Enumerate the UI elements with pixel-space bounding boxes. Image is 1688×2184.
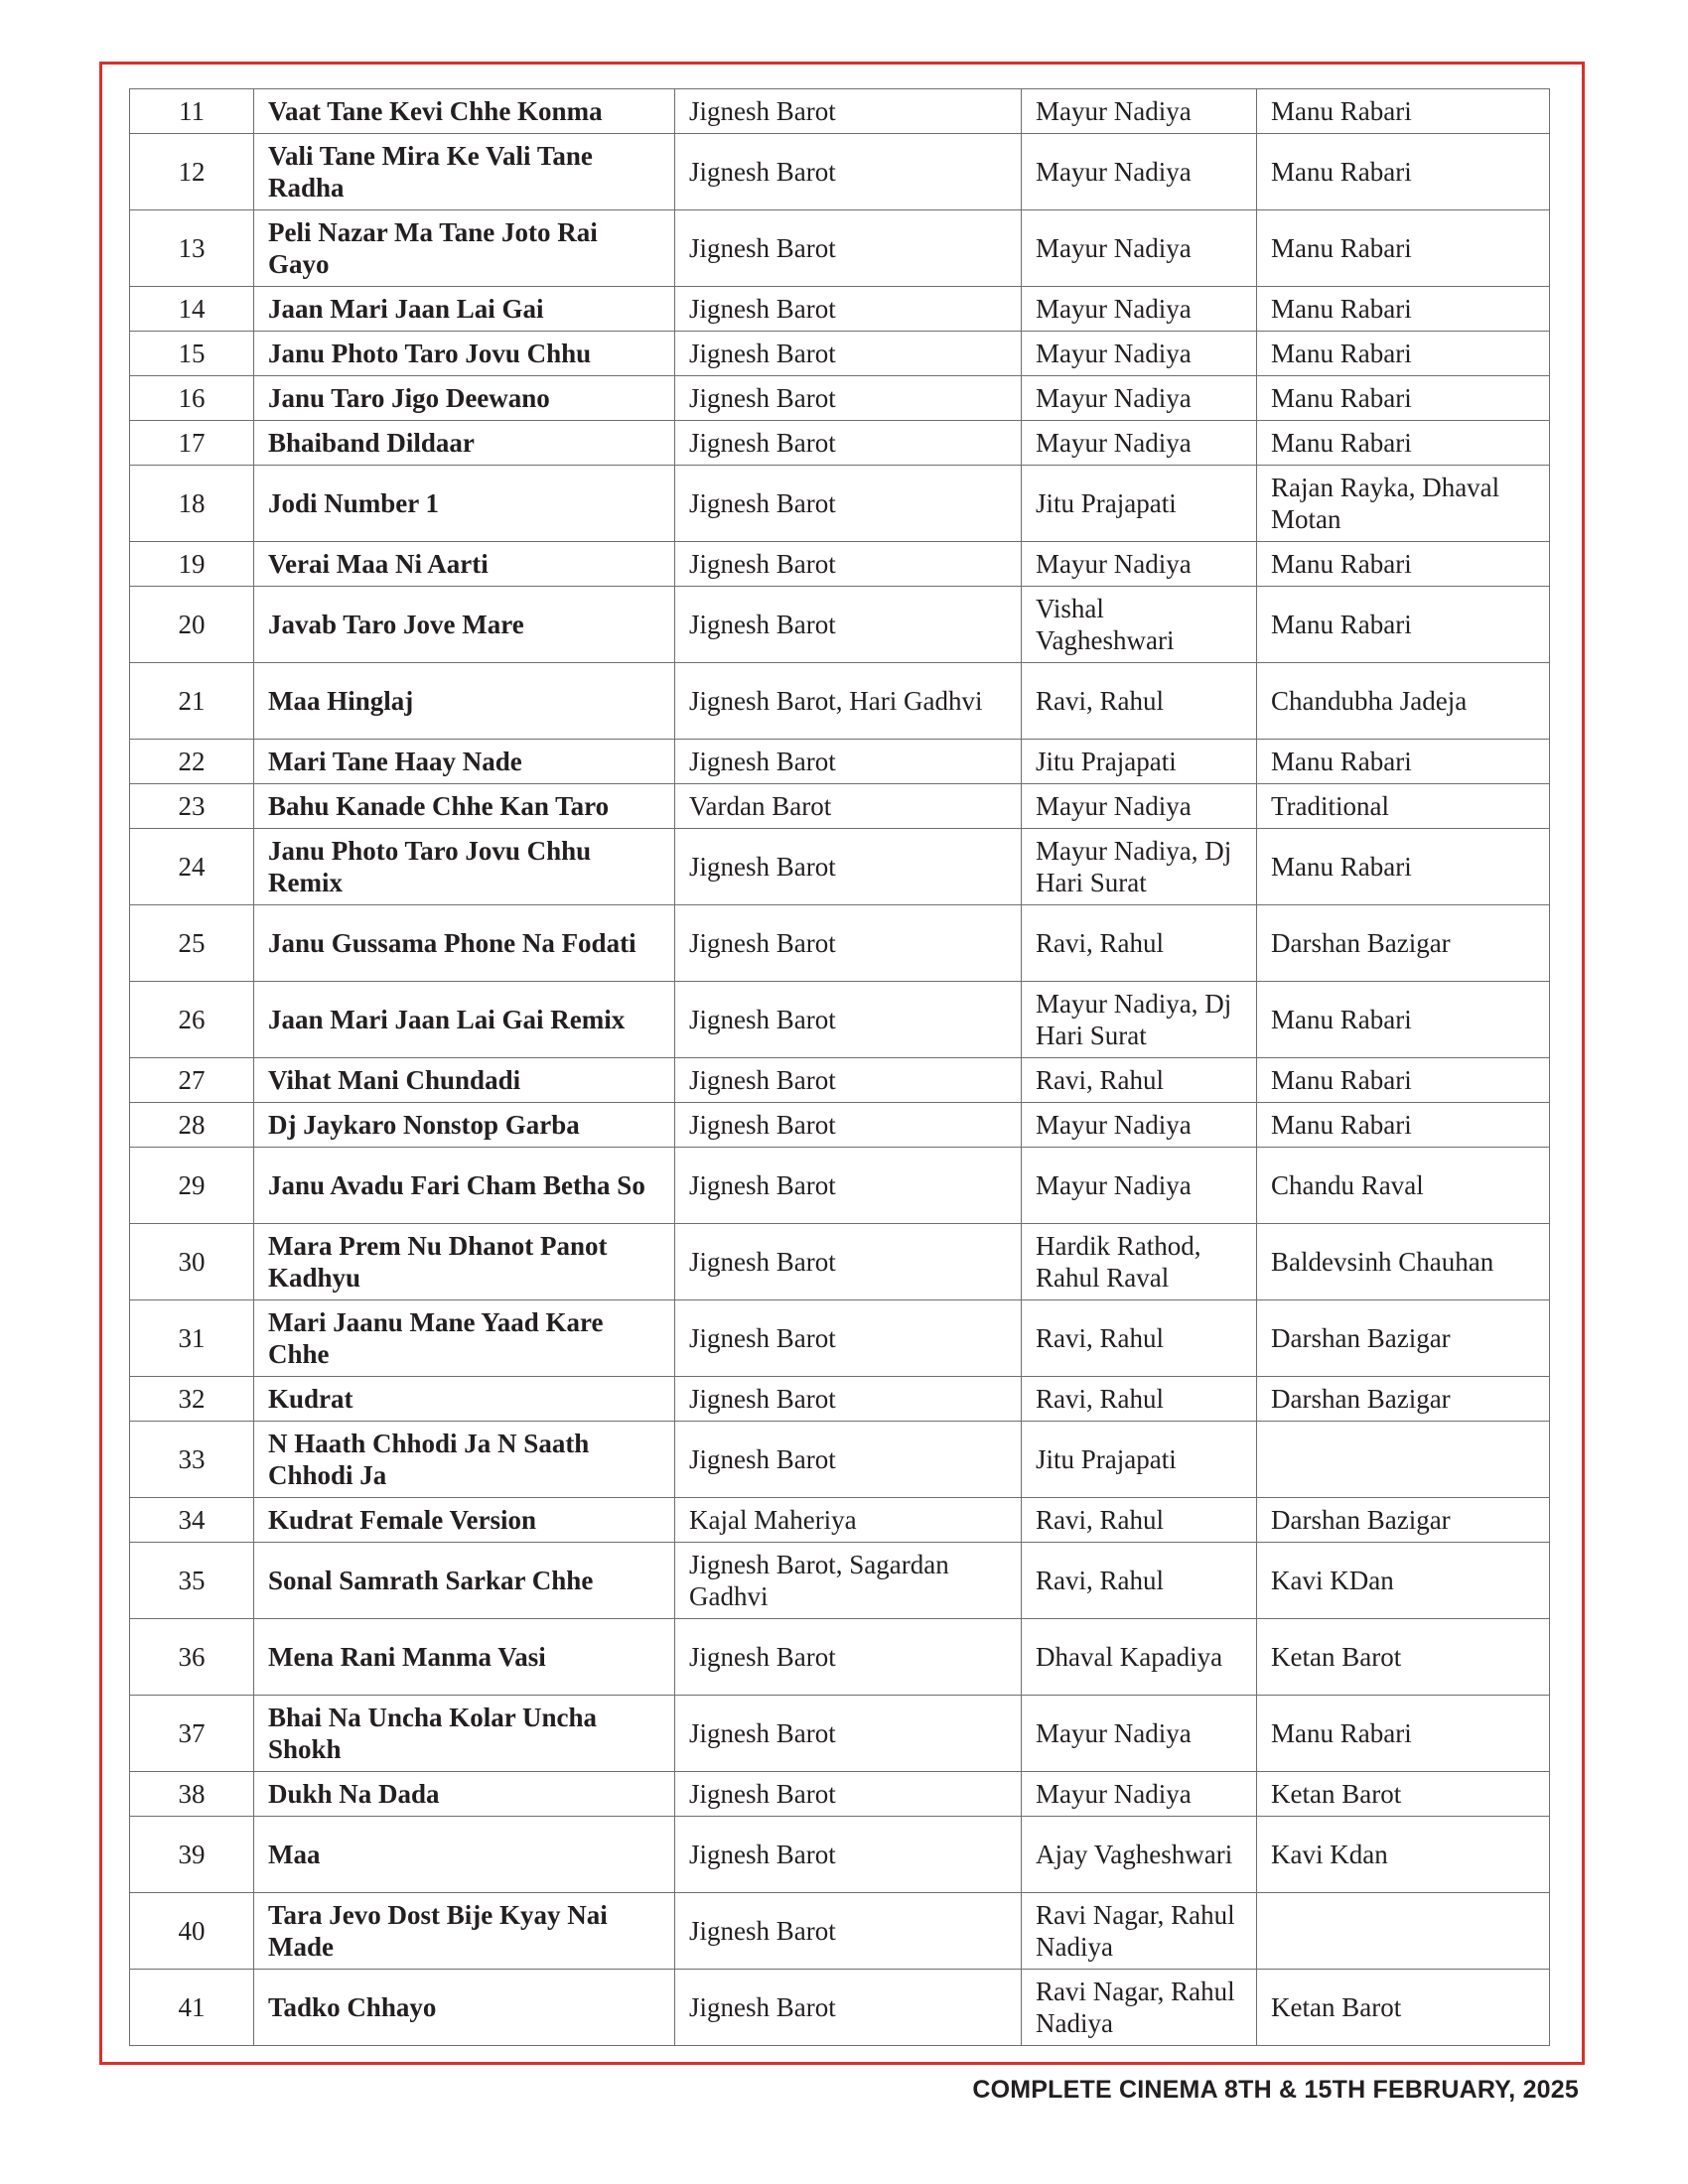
singer-name: Jignesh Barot: [675, 1300, 1022, 1377]
music-director: Mayur Nadiya: [1022, 210, 1257, 287]
lyricist-name: Darshan Bazigar: [1257, 1498, 1550, 1543]
song-title: Jaan Mari Jaan Lai Gai Remix: [254, 982, 675, 1058]
music-director: Ravi, Rahul: [1022, 1377, 1257, 1422]
lyricist-name: Manu Rabari: [1257, 829, 1550, 905]
music-director: Jitu Prajapati: [1022, 740, 1257, 784]
singer-name: Jignesh Barot: [675, 905, 1022, 982]
table-row: [130, 1148, 1550, 1224]
lyricist-name: Rajan Rayka, Dhaval Motan: [1257, 466, 1550, 542]
singer-name: Jignesh Barot: [675, 587, 1022, 663]
music-director: Mayur Nadiya: [1022, 89, 1257, 134]
lyricist-name: Manu Rabari: [1257, 1103, 1550, 1148]
table-row: [130, 663, 1550, 740]
row-number: 34: [130, 1498, 254, 1543]
music-director: Mayur Nadiya: [1022, 134, 1257, 210]
lyricist-name: [1257, 1893, 1550, 1970]
singer-name: Jignesh Barot, Sagardan Gadhvi: [675, 1543, 1022, 1619]
lyricist-name: Chandubha Jadeja: [1257, 663, 1550, 740]
singer-name: Jignesh Barot: [675, 466, 1022, 542]
singer-name: Jignesh Barot: [675, 1619, 1022, 1696]
song-title: Janu Gussama Phone Na Fodati: [254, 905, 675, 982]
row-number: 13: [130, 210, 254, 287]
song-title: Dj Jaykaro Nonstop Garba: [254, 1103, 675, 1148]
music-director: Mayur Nadiya: [1022, 332, 1257, 376]
singer-name: Jignesh Barot, Hari Gadhvi: [675, 663, 1022, 740]
row-number: 38: [130, 1772, 254, 1817]
row-number: 25: [130, 905, 254, 982]
lyricist-name: Darshan Bazigar: [1257, 905, 1550, 982]
lyricist-name: Baldevsinh Chauhan: [1257, 1224, 1550, 1300]
singer-name: Jignesh Barot: [675, 740, 1022, 784]
song-title: Mena Rani Manma Vasi: [254, 1619, 675, 1696]
music-director: Hardik Rathod, Rahul Raval: [1022, 1224, 1257, 1300]
table-row: [130, 1696, 1550, 1772]
row-number: 36: [130, 1619, 254, 1696]
song-title: Janu Photo Taro Jovu Chhu Remix: [254, 829, 675, 905]
singer-name: Jignesh Barot: [675, 332, 1022, 376]
table-row: [130, 1377, 1550, 1422]
song-table-body: [130, 89, 1550, 2046]
table-row: [130, 89, 1550, 134]
song-title: Tara Jevo Dost Bije Kyay Nai Made: [254, 1893, 675, 1970]
song-table: [129, 88, 1550, 2046]
music-director: Mayur Nadiya, Dj Hari Surat: [1022, 829, 1257, 905]
table-row: [130, 1300, 1550, 1377]
row-number: 14: [130, 287, 254, 332]
music-director: Vishal Vagheshwari: [1022, 587, 1257, 663]
music-director: Mayur Nadiya: [1022, 376, 1257, 421]
singer-name: Kajal Maheriya: [675, 1498, 1022, 1543]
lyricist-name: Manu Rabari: [1257, 421, 1550, 466]
table-row: [130, 287, 1550, 332]
lyricist-name: Manu Rabari: [1257, 542, 1550, 587]
music-director: Ravi, Rahul: [1022, 905, 1257, 982]
singer-name: Jignesh Barot: [675, 1224, 1022, 1300]
song-title: Janu Taro Jigo Deewano: [254, 376, 675, 421]
row-number: 16: [130, 376, 254, 421]
row-number: 23: [130, 784, 254, 829]
music-director: Ravi, Rahul: [1022, 1498, 1257, 1543]
song-title: Mari Tane Haay Nade: [254, 740, 675, 784]
music-director: Mayur Nadiya: [1022, 1772, 1257, 1817]
lyricist-name: Darshan Bazigar: [1257, 1300, 1550, 1377]
lyricist-name: Manu Rabari: [1257, 210, 1550, 287]
table-row: [130, 982, 1550, 1058]
song-title: Javab Taro Jove Mare: [254, 587, 675, 663]
row-number: 29: [130, 1148, 254, 1224]
lyricist-name: Manu Rabari: [1257, 332, 1550, 376]
table-row: [130, 332, 1550, 376]
lyricist-name: Kavi KDan: [1257, 1543, 1550, 1619]
song-title: Bhai Na Uncha Kolar Uncha Shokh: [254, 1696, 675, 1772]
table-row: [130, 1543, 1550, 1619]
music-director: Mayur Nadiya: [1022, 421, 1257, 466]
table-row: [130, 1772, 1550, 1817]
row-number: 31: [130, 1300, 254, 1377]
song-title: Jodi Number 1: [254, 466, 675, 542]
music-director: Jitu Prajapati: [1022, 1422, 1257, 1498]
lyricist-name: Manu Rabari: [1257, 740, 1550, 784]
row-number: 27: [130, 1058, 254, 1103]
table-row: [130, 740, 1550, 784]
row-number: 17: [130, 421, 254, 466]
table-row: [130, 466, 1550, 542]
lyricist-name: Kavi Kdan: [1257, 1817, 1550, 1893]
row-number: 24: [130, 829, 254, 905]
row-number: 37: [130, 1696, 254, 1772]
table-row: [130, 1422, 1550, 1498]
row-number: 30: [130, 1224, 254, 1300]
lyricist-name: Manu Rabari: [1257, 587, 1550, 663]
table-row: [130, 1058, 1550, 1103]
singer-name: Jignesh Barot: [675, 1772, 1022, 1817]
song-title: Kudrat Female Version: [254, 1498, 675, 1543]
lyricist-name: Manu Rabari: [1257, 287, 1550, 332]
lyricist-name: Ketan Barot: [1257, 1619, 1550, 1696]
song-title: Vihat Mani Chundadi: [254, 1058, 675, 1103]
singer-name: Jignesh Barot: [675, 1058, 1022, 1103]
music-director: Jitu Prajapati: [1022, 466, 1257, 542]
lyricist-name: Manu Rabari: [1257, 134, 1550, 210]
music-director: Mayur Nadiya, Dj Hari Surat: [1022, 982, 1257, 1058]
song-title: Vali Tane Mira Ke Vali Tane Radha: [254, 134, 675, 210]
lyricist-name: Darshan Bazigar: [1257, 1377, 1550, 1422]
table-row: [130, 1103, 1550, 1148]
row-number: 11: [130, 89, 254, 134]
singer-name: Jignesh Barot: [675, 1893, 1022, 1970]
song-title: Dukh Na Dada: [254, 1772, 675, 1817]
lyricist-name: Ketan Barot: [1257, 1970, 1550, 2046]
music-director: Mayur Nadiya: [1022, 542, 1257, 587]
table-row: [130, 1224, 1550, 1300]
song-title: Maa: [254, 1817, 675, 1893]
table-row: [130, 1970, 1550, 2046]
song-title: Bahu Kanade Chhe Kan Taro: [254, 784, 675, 829]
singer-name: Jignesh Barot: [675, 829, 1022, 905]
row-number: 12: [130, 134, 254, 210]
song-title: Janu Photo Taro Jovu Chhu: [254, 332, 675, 376]
song-title: N Haath Chhodi Ja N Saath Chhodi Ja: [254, 1422, 675, 1498]
lyricist-name: Manu Rabari: [1257, 89, 1550, 134]
singer-name: Jignesh Barot: [675, 134, 1022, 210]
singer-name: Jignesh Barot: [675, 1103, 1022, 1148]
singer-name: Jignesh Barot: [675, 1148, 1022, 1224]
music-director: Dhaval Kapadiya: [1022, 1619, 1257, 1696]
music-director: Ajay Vagheshwari: [1022, 1817, 1257, 1893]
song-title: Maa Hinglaj: [254, 663, 675, 740]
singer-name: Jignesh Barot: [675, 376, 1022, 421]
song-title: Janu Avadu Fari Cham Betha So: [254, 1148, 675, 1224]
row-number: 40: [130, 1893, 254, 1970]
table-row: [130, 587, 1550, 663]
singer-name: Jignesh Barot: [675, 1377, 1022, 1422]
row-number: 39: [130, 1817, 254, 1893]
song-title: Jaan Mari Jaan Lai Gai: [254, 287, 675, 332]
lyricist-name: Manu Rabari: [1257, 376, 1550, 421]
row-number: 32: [130, 1377, 254, 1422]
lyricist-name: Manu Rabari: [1257, 1058, 1550, 1103]
music-director: Ravi, Rahul: [1022, 1300, 1257, 1377]
singer-name: Vardan Barot: [675, 784, 1022, 829]
music-director: Ravi Nagar, Rahul Nadiya: [1022, 1970, 1257, 2046]
table-row: [130, 829, 1550, 905]
table-row: [130, 542, 1550, 587]
table-row: [130, 1817, 1550, 1893]
table-row: [130, 1619, 1550, 1696]
table-row: [130, 905, 1550, 982]
lyricist-name: Manu Rabari: [1257, 982, 1550, 1058]
row-number: 41: [130, 1970, 254, 2046]
row-number: 15: [130, 332, 254, 376]
singer-name: Jignesh Barot: [675, 1422, 1022, 1498]
singer-name: Jignesh Barot: [675, 210, 1022, 287]
song-title: Sonal Samrath Sarkar Chhe: [254, 1543, 675, 1619]
table-row: [130, 1498, 1550, 1543]
table-row: [130, 134, 1550, 210]
lyricist-name: [1257, 1422, 1550, 1498]
song-title: Tadko Chhayo: [254, 1970, 675, 2046]
lyricist-name: Traditional: [1257, 784, 1550, 829]
singer-name: Jignesh Barot: [675, 1970, 1022, 2046]
row-number: 22: [130, 740, 254, 784]
music-director: Ravi Nagar, Rahul Nadiya: [1022, 1893, 1257, 1970]
singer-name: Jignesh Barot: [675, 982, 1022, 1058]
music-director: Mayur Nadiya: [1022, 1103, 1257, 1148]
singer-name: Jignesh Barot: [675, 287, 1022, 332]
lyricist-name: Ketan Barot: [1257, 1772, 1550, 1817]
row-number: 26: [130, 982, 254, 1058]
table-row: [130, 210, 1550, 287]
music-director: Mayur Nadiya: [1022, 784, 1257, 829]
song-title: Mari Jaanu Mane Yaad Kare Chhe: [254, 1300, 675, 1377]
singer-name: Jignesh Barot: [675, 421, 1022, 466]
row-number: 35: [130, 1543, 254, 1619]
table-row: [130, 421, 1550, 466]
row-number: 20: [130, 587, 254, 663]
singer-name: Jignesh Barot: [675, 89, 1022, 134]
song-title: Bhaiband Dildaar: [254, 421, 675, 466]
song-title: Vaat Tane Kevi Chhe Konma: [254, 89, 675, 134]
row-number: 19: [130, 542, 254, 587]
row-number: 28: [130, 1103, 254, 1148]
table-row: [130, 1893, 1550, 1970]
lyricist-name: Chandu Raval: [1257, 1148, 1550, 1224]
table-row: [130, 376, 1550, 421]
lyricist-name: Manu Rabari: [1257, 1696, 1550, 1772]
music-director: Ravi, Rahul: [1022, 663, 1257, 740]
row-number: 33: [130, 1422, 254, 1498]
music-director: Mayur Nadiya: [1022, 287, 1257, 332]
music-director: Ravi, Rahul: [1022, 1058, 1257, 1103]
singer-name: Jignesh Barot: [675, 1696, 1022, 1772]
row-number: 21: [130, 663, 254, 740]
song-title: Verai Maa Ni Aarti: [254, 542, 675, 587]
table-row: [130, 784, 1550, 829]
song-title: Peli Nazar Ma Tane Joto Rai Gayo: [254, 210, 675, 287]
music-director: Mayur Nadiya: [1022, 1148, 1257, 1224]
song-title: Kudrat: [254, 1377, 675, 1422]
music-director: Ravi, Rahul: [1022, 1543, 1257, 1619]
music-director: Mayur Nadiya: [1022, 1696, 1257, 1772]
singer-name: Jignesh Barot: [675, 1817, 1022, 1893]
singer-name: Jignesh Barot: [675, 542, 1022, 587]
publication-footer: COMPLETE CINEMA 8TH & 15TH FEBRUARY, 2025: [972, 2076, 1579, 2104]
song-title: Mara Prem Nu Dhanot Panot Kadhyu: [254, 1224, 675, 1300]
row-number: 18: [130, 466, 254, 542]
